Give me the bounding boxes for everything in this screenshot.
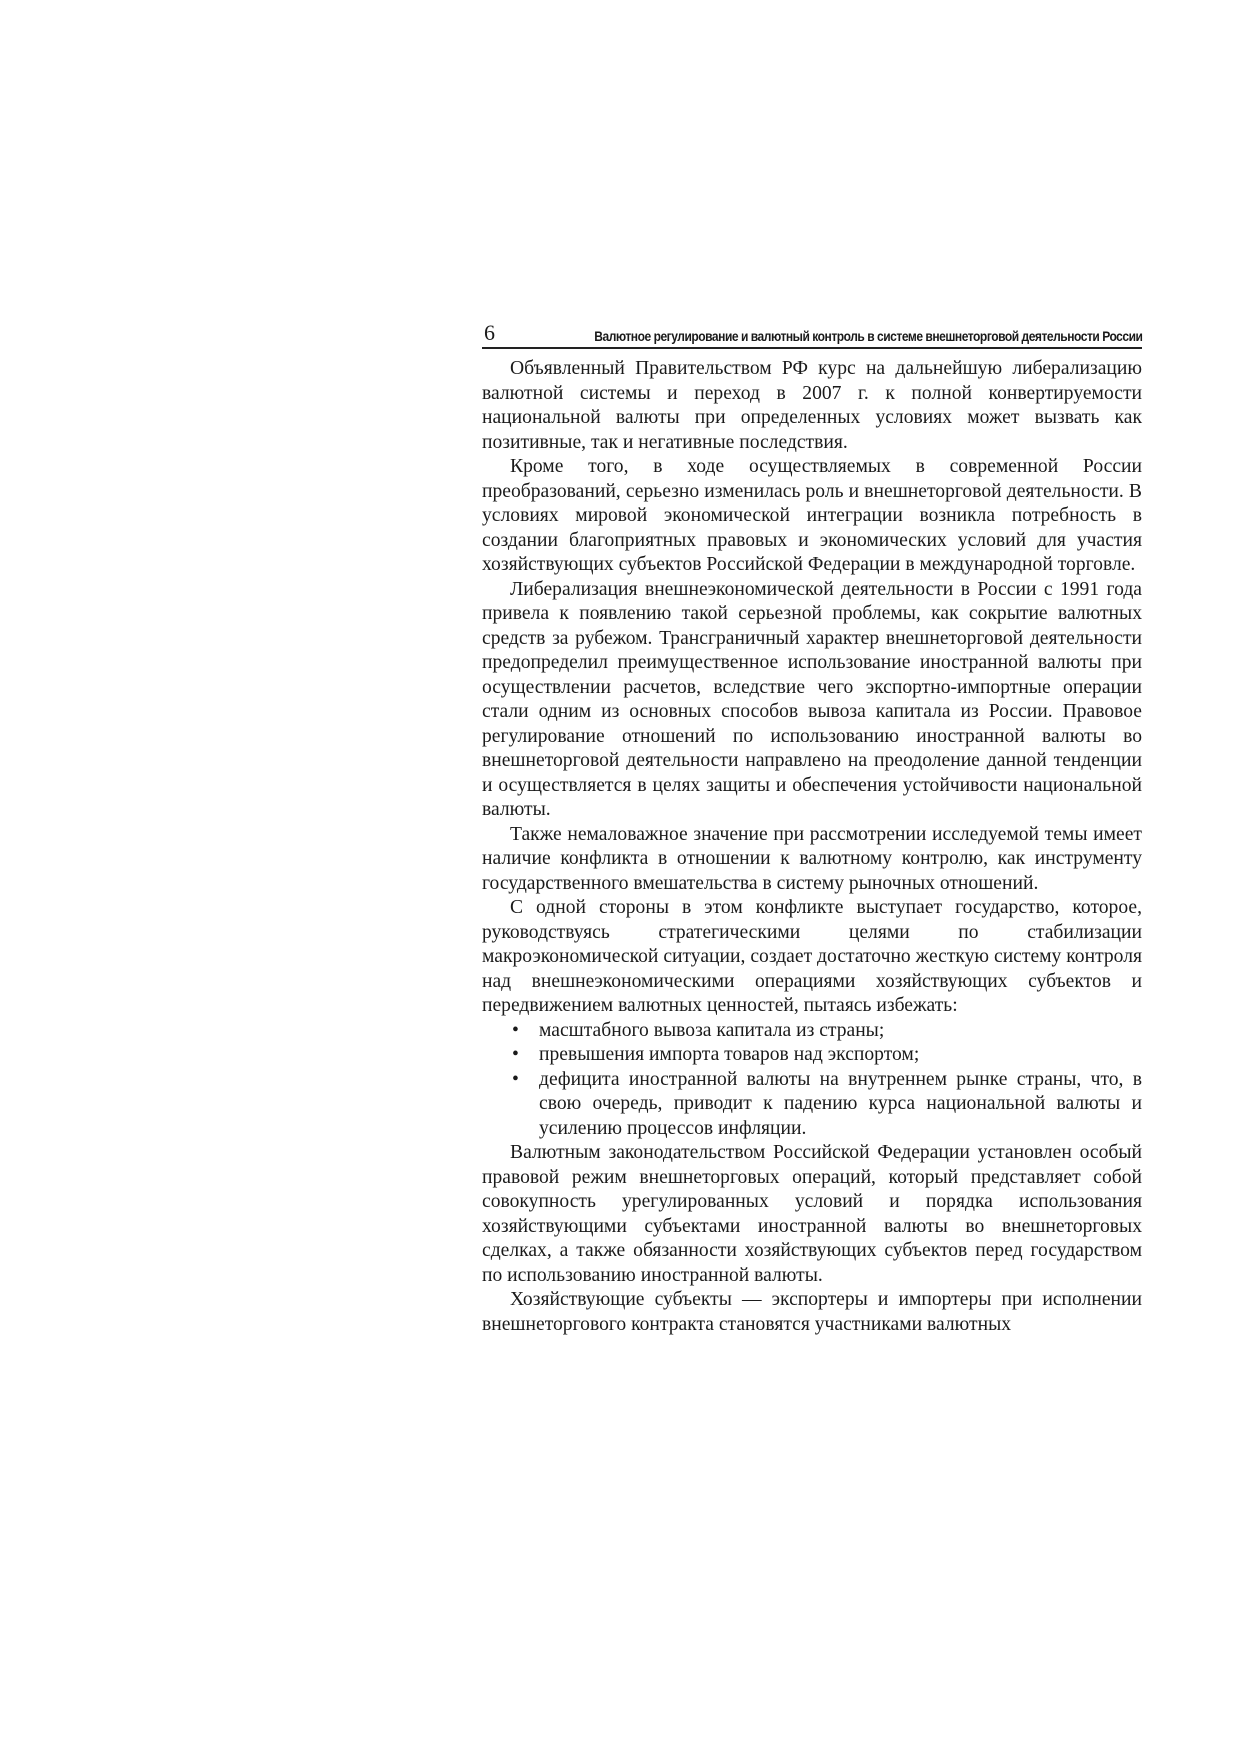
body-text xyxy=(482,357,1142,1337)
paragraph: Кроме того, в ходе осуществляемых в современной России преобразований, серьезно изменилась роль и внешнеторговой деятельности. В условиях мировой экономической интеграции возникла потребность в создании благоприятных правовых и экономических условий для участия хозяйствующих субъектов Российской Федерации в международной торговле. xyxy=(482,456,1142,575)
paragraph: С одной стороны в этом конфликте выступает государство, которое, руководствуясь стратегическими целями по стабилизации макроэкономической ситуации, создает достаточно жесткую систему контроля над внешнеэкономическими операциями хозяйствующих субъектов и передвижением валютных ценностей, пытаясь избежать: xyxy=(482,897,1142,1016)
paragraph: Объявленный Правительством РФ курс на дальнейшую либерализацию валютной системы и переход в 2007 г. к полной конвертируемости национальной валюты при определенных условиях может вызвать как позитивные, так и негативные последствия. xyxy=(482,358,1142,453)
paragraph: Либерализация внешнеэкономической деятельности в России с 1991 года привела к появлению такой серьезной проблемы, как сокрытие валютных средств за рубежом. Трансграничный характер внешнеторговой деятельности предопределил преимущественное использование иностранной валюты при осуществлении расчетов, вследствие чего экспортно-импортные операции стали одним из основных способов вывоза капитала из России. Правовое регулирование отношений по использованию иностранной валюты во внешнеторговой деятельности направлено на преодоление данной тенденции и осуществляется в целях защиты и обеспечения устойчивости национальной валюты. xyxy=(482,578,1142,820)
paragraph: Также немаловажное значение при рассмотрении исследуемой темы имеет наличие конфликта в отношении к валютному контролю, как инструменту государственного вмешательства в систему рыночных отношений. xyxy=(482,823,1142,894)
bullet-item: • масштабного вывоза капитала из страны; xyxy=(510,1019,1142,1044)
bullet-item: • дефицита иностранной валюты на внутреннем рынке страны, что, в свою очередь, приводит к падению курса национальной валюты и усилению процессов инфляции. xyxy=(510,1068,1142,1142)
running-head xyxy=(482,316,1142,349)
book-page xyxy=(482,316,1142,1337)
running-title: Валютное регулирование и валютный контроль в системе внешнеторговой деятельности России xyxy=(593,328,1142,344)
page-number: 6 xyxy=(484,320,495,345)
bullet-item: • превышения импорта товаров над экспортом; xyxy=(510,1043,1142,1068)
paragraph: Хозяйствующие субъекты — экспортеры и импортеры при исполнении внешнеторгового контракта становятся участниками валютных xyxy=(482,1289,1142,1335)
bullet-list xyxy=(482,1019,1142,1142)
paragraph: Валютным законодательством Российской Федерации установлен особый правовой режим внешнеторговых операций, который представляет собой совокупность урегулированных условий и порядка использования хозяйствующими субъектами иностранной валюты во внешнеторговых сделках, а также обязанности хозяйствующих субъектов перед государством по использованию иностранной валюты. xyxy=(482,1142,1142,1286)
